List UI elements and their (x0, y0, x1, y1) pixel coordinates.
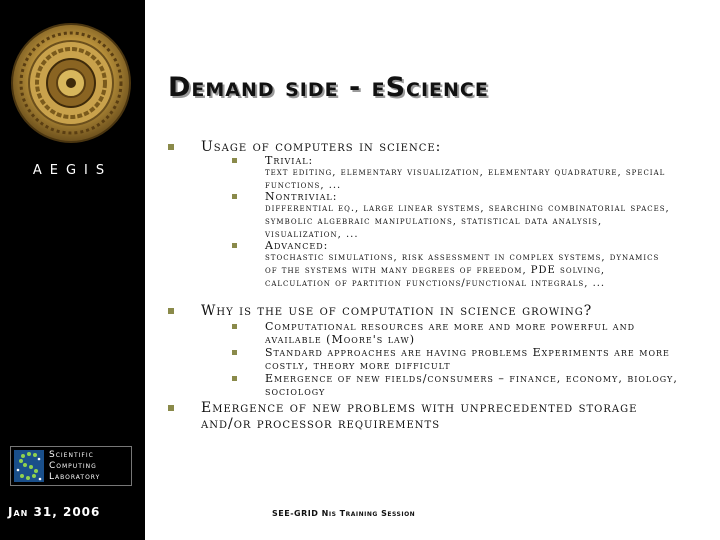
sub-bullet-mark (232, 243, 237, 248)
lab-name-line-2: Computing (49, 460, 97, 471)
sub-bullet-mark (232, 350, 237, 355)
bullet-mark (168, 405, 174, 411)
lab-name-line-1: Scientific (49, 449, 94, 460)
scientific-computing-lab-logo (10, 446, 132, 486)
sub-bullet-head: Advanced: (265, 239, 329, 252)
bullet-mark (168, 144, 174, 150)
sub-bullet-text: Emergence of new fields/consumers – finance, economy, biology, sociology (265, 372, 678, 398)
sub-bullet-mark (232, 324, 237, 329)
bullet-text: Usage of computers in science: (201, 139, 442, 155)
bullet-mark (168, 308, 174, 314)
lab-name-line-3: Laboratory (49, 471, 101, 482)
bullet-text: Why is the use of computation in science growing? (201, 303, 593, 319)
sub-bullet-head: Trivial: (265, 154, 314, 167)
sub-bullet-mark (232, 158, 237, 163)
presentation-date: Jan 31, 2006 (8, 505, 101, 519)
golden-medallion-icon (10, 22, 132, 144)
bullet-text: Emergence of new problems with unprecedented storage and/or processor requirements (201, 400, 638, 432)
aegis-label: AEGIS (32, 163, 113, 178)
sub-bullet-text: Computational resources are more and more powerful and available (Moore's law) (265, 320, 636, 346)
sub-bullet-mark (232, 194, 237, 199)
footer-session: SEE-GRID Nis Training Session (272, 509, 416, 518)
sub-bullet-text: Standard approaches are having problems Experiments are more costly, theory more difficult (265, 346, 670, 372)
lab-name (49, 450, 100, 483)
sub-bullet-detail: text editing, elementary visualization, elementary quadrature, special functions, ... (265, 167, 666, 191)
sub-bullet-detail: stochastic simulations, risk assessment in complex systems, dynamics of the systems with many degrees of freedom, PDE solving, calculation of partition functions/functional integrals, ... (265, 252, 660, 289)
dotted-s-logo-icon (14, 450, 44, 482)
sub-bullet-head: Nontrivial: (265, 190, 338, 203)
slide-title: Demand side - eScience (168, 72, 489, 103)
sub-bullet-detail: differential eq., large linear systems, searching combinatorial spaces, symbolic algebraic manipulations, statistical data analysis, visualization, ... (265, 203, 670, 240)
sub-bullet-mark (232, 376, 237, 381)
sidebar (0, 0, 145, 540)
